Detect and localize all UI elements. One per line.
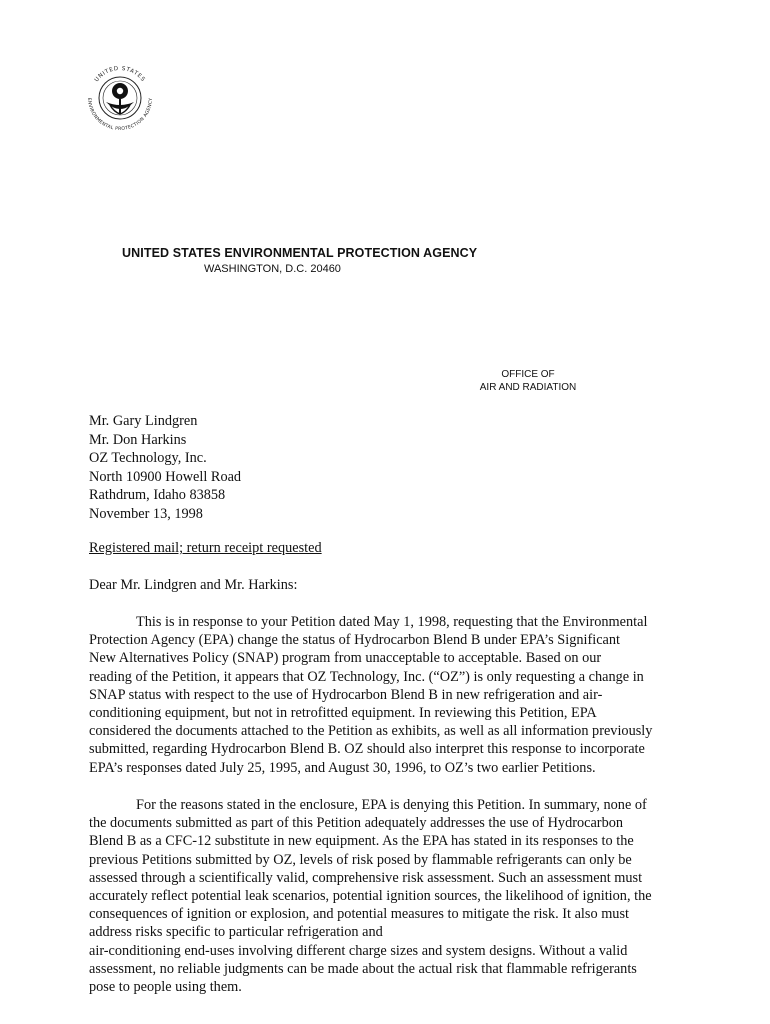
svg-text:UNITED STATES bbox=[94, 66, 146, 83]
paragraph-line: accurately reflect potential leak scenarios, potential ignition sources, the likelihood of ignition, the bbox=[89, 888, 652, 905]
paragraph-line: considered the documents attached to the Petition as exhibits, as well as all information previously bbox=[89, 723, 653, 740]
paragraph-line: pose to people using them. bbox=[89, 979, 242, 996]
paragraph-line: For the reasons stated in the enclosure, EPA is denying this Petition. In summary, none of bbox=[136, 797, 647, 813]
paragraph-line: address risks specific to particular refrigeration and bbox=[89, 924, 383, 941]
paragraph-line: conditioning equipment, but not in retrofitted equipment. In reviewing this Petition, EPA bbox=[89, 705, 597, 722]
address-line: Mr. Don Harkins bbox=[89, 431, 187, 448]
address-line: Mr. Gary Lindgren bbox=[89, 413, 198, 429]
registered-mail-note: Registered mail; return receipt requested bbox=[89, 540, 322, 556]
paragraph-line: previous Petitions submitted by OZ, levels of risk posed by flammable refrigerants can only be bbox=[89, 851, 632, 868]
agency-name: UNITED STATES ENVIRONMENTAL PROTECTION AGENCY bbox=[122, 246, 478, 260]
paragraph-line: SNAP status with respect to the use of Hydrocarbon Blend B in new refrigeration and air- bbox=[89, 686, 603, 703]
salutation: Dear Mr. Lindgren and Mr. Harkins: bbox=[89, 577, 298, 593]
epa-seal-logo bbox=[80, 58, 160, 138]
paragraph-line: New Alternatives Policy (SNAP) program from unacceptable to acceptable. Based on our bbox=[89, 650, 602, 667]
paragraph-line: EPA’s responses dated July 25, 1995, and August 30, 1996, to OZ’s two earlier Petitions. bbox=[89, 759, 596, 776]
paragraph-line: Protection Agency (EPA) change the status of Hydrocarbon Blend B under EPA’s Significant bbox=[89, 632, 621, 649]
paragraph-line: This is in response to your Petition dated May 1, 1998, requesting that the Environmental bbox=[136, 614, 648, 630]
address-line: Rathdrum, Idaho 83858 bbox=[89, 487, 226, 503]
seal-bottom-text: ENVIRONMENTAL PROTECTION AGENCY bbox=[85, 97, 155, 133]
seal-top-text: UNITED STATES bbox=[93, 65, 147, 84]
paragraph-line: submitted, regarding Hydrocarbon Blend B. OZ should also interpret this response to incorporate bbox=[89, 741, 645, 758]
office-block bbox=[478, 368, 578, 394]
paragraph-line: air-conditioning end-uses involving different charge sizes and system designs. Without a valid bbox=[89, 942, 628, 959]
paragraph-line: consequences of ignition or explosion, and potential measures to mitigate the risk. It also must bbox=[89, 906, 629, 923]
address-line: North 10900 Howell Road bbox=[89, 468, 242, 485]
office-line-1: OFFICE OF bbox=[501, 369, 555, 380]
paragraph-1 bbox=[89, 613, 687, 777]
paragraph-line: the documents submitted as part of this Petition adequately addresses the use of Hydrocarbon bbox=[89, 815, 624, 832]
paragraph-line: reading of the Petition, it appears that OZ Technology, Inc. (“OZ”) is only requesting a change in bbox=[89, 668, 644, 685]
office-line-2: AIR AND RADIATION bbox=[479, 382, 577, 393]
paragraph-line: Blend B as a CFC-12 substitute in new equipment. As the EPA has stated in its responses to the bbox=[89, 833, 634, 850]
letter-date: November 13, 1998 bbox=[89, 505, 203, 522]
address-line: OZ Technology, Inc. bbox=[89, 450, 207, 466]
paragraph-2 bbox=[89, 796, 687, 996]
recipient-address bbox=[89, 412, 241, 523]
paragraph-line: assessment, no reliable judgments can be made about the actual risk that flammable refrigerants bbox=[89, 960, 637, 977]
agency-address: WASHINGTON, D.C. 20460 bbox=[204, 263, 341, 275]
paragraph-line: assessed through a scientifically valid, comprehensive risk assessment. Such an assessment must bbox=[89, 869, 643, 886]
